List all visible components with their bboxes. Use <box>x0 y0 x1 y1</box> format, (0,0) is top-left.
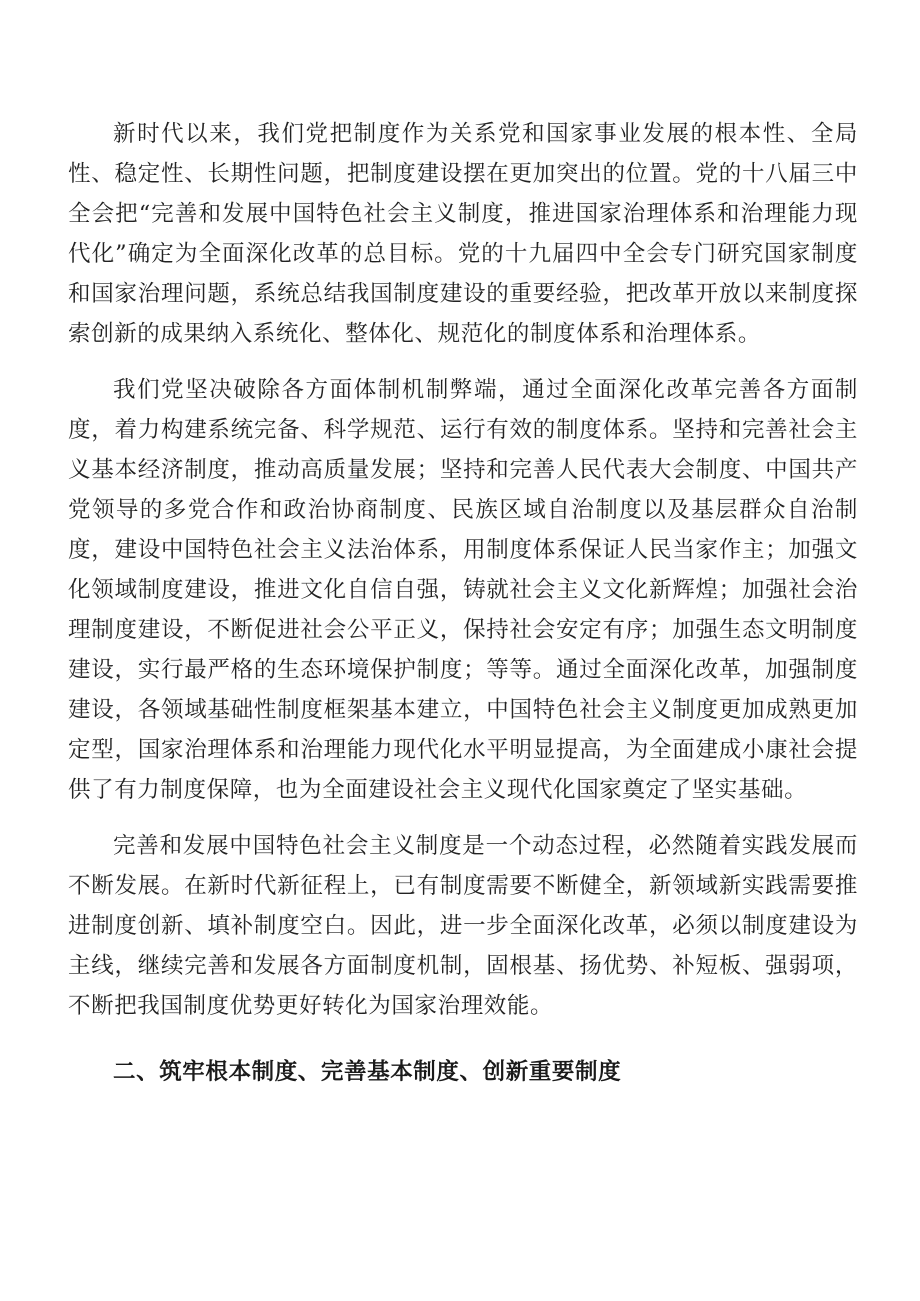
section-heading: 二、筑牢根本制度、完善基本制度、创新重要制度 <box>113 1059 622 1085</box>
paragraph-3: 完善和发展中国特色社会主义制度是一个动态过程，必然随着实践发展而不断发展。在新时代新征程上，已有制度需要不断健全，新领域新实践需要推进制度创新、填补制度空白。因此，进一步全面深化改革，必须以制度建设为主线，继续完善和发展各方面制度机制，固根基、扬优势、补短板、强弱项，不断把我国制度优势更好转化为国家治理效能。 <box>68 833 858 1019</box>
document-body <box>68 114 858 1092</box>
paragraph-2: 我们党坚决破除各方面体制机制弊端，通过全面深化改革完善各方面制度，着力构建系统完备、科学规范、运行有效的制度体系。坚持和完善社会主义基本经济制度，推动高质量发展；坚持和完善人民代表大会制度、中国共产党领导的多党合作和政治协商制度、民族区域自治制度以及基层群众自治制度，建设中国特色社会主义法治体系，用制度体系保证人民当家作主；加强文化领域制度建设，推进文化自信自强，铸就社会主义文化新辉煌；加强社会治理制度建设，不断促进社会公平正义，保持社会安定有序；加强生态文明制度建设，实行最严格的生态环境保护制度；等等。通过全面深化改革，加强制度建设，各领域基础性制度框架基本建立，中国特色社会主义制度更加成熟更加定型，国家治理体系和治理能力现代化水平明显提高，为全面建成小康社会提供了有力制度保障，也为全面建设社会主义现代化国家奠定了坚实基础。 <box>68 377 858 803</box>
paragraph-1: 新时代以来，我们党把制度作为关系党和国家事业发展的根本性、全局性、稳定性、长期性问题，把制度建设摆在更加突出的位置。党的十八届三中全会把“完善和发展中国特色社会主义制度，推进国家治理体系和治理能力现代化”确定为全面深化改革的总目标。党的十九届四中全会专门研究国家制度和国家治理问题，系统总结我国制度建设的重要经验，把改革开放以来制度探索创新的成果纳入系统化、整体化、规范化的制度体系和治理体系。 <box>68 121 858 347</box>
